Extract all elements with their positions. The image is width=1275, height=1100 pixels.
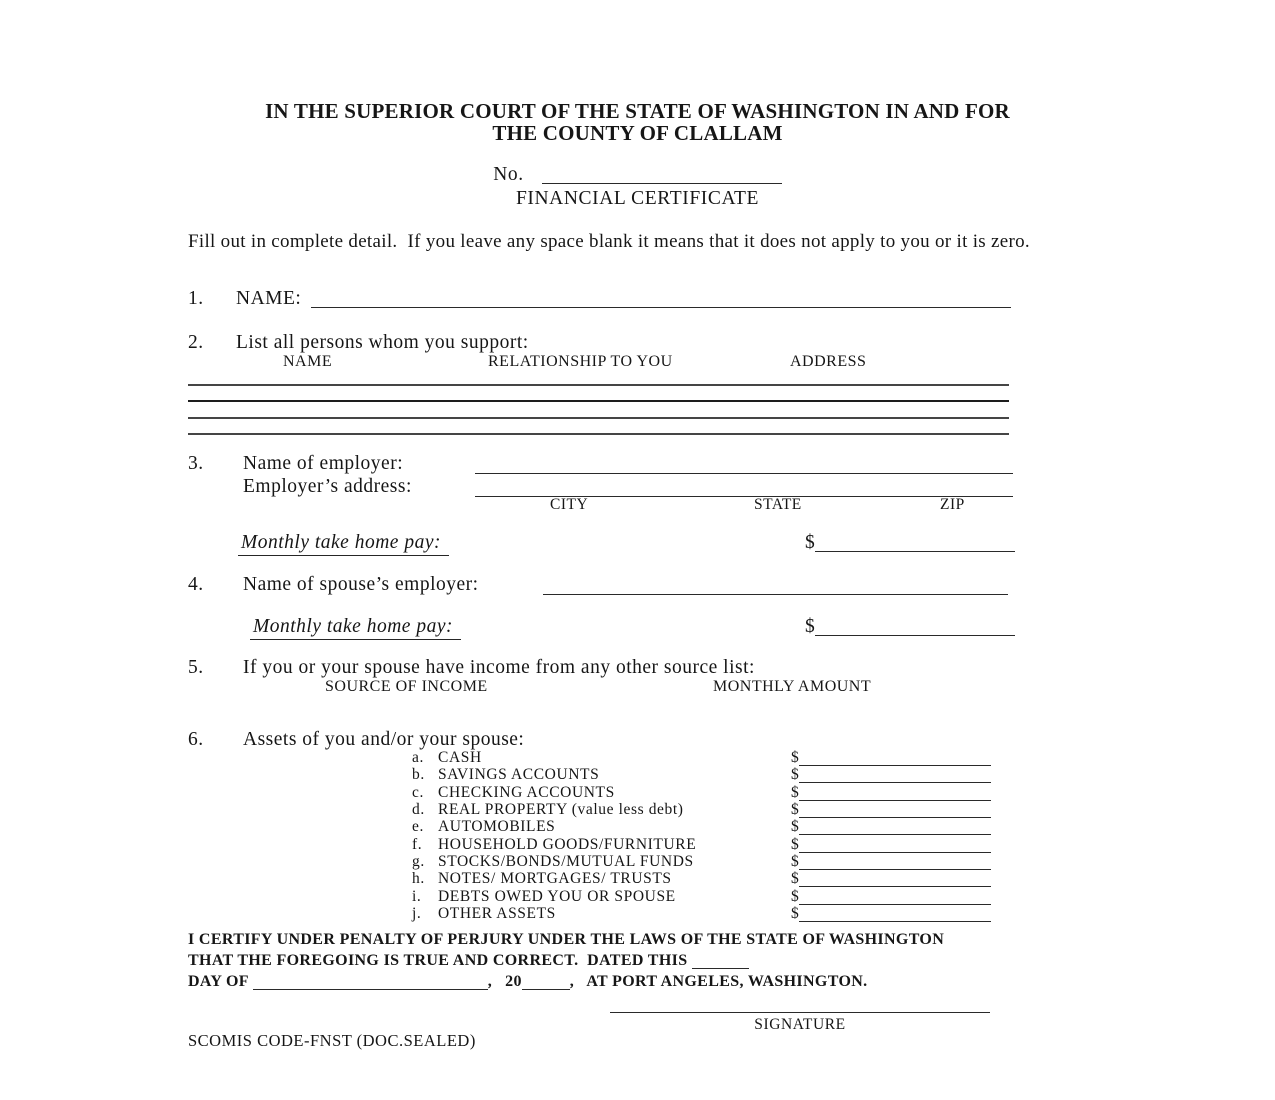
asset-blank-line [799, 921, 991, 922]
item-1-row [188, 288, 1011, 314]
asset-row-stocks-bonds [412, 853, 997, 870]
other-income-header [0, 678, 1275, 698]
certification-line-1: I CERTIFY UNDER PENALTY OF PERJURY UNDER THE LAWS OF THE STATE OF WASHINGTON [188, 931, 945, 948]
asset-label: CHECKING ACCOUNTS [438, 783, 615, 801]
asset-amount [791, 766, 997, 783]
asset-label: AUTOMOBILES [438, 818, 556, 836]
item-2-number: 2. [188, 332, 204, 353]
asset-amount [791, 784, 997, 801]
asset-amount [791, 853, 997, 870]
asset-amount [791, 905, 997, 922]
asset-label: NOTES/ MORTGAGES/ TRUSTS [438, 870, 672, 888]
item-1-number: 1. [188, 288, 204, 309]
asset-row-household-goods [412, 836, 997, 853]
spouse-monthly-pay-amount [805, 616, 1015, 642]
asset-row-notes-mortgages [412, 870, 997, 887]
certification-line-2-text: THAT THE FOREGOING IS TRUE AND CORRECT. DATED THIS [188, 952, 692, 969]
asset-letter: e. [412, 818, 424, 836]
scomis-code: SCOMIS CODE-FNST (DOC.SEALED) [188, 1031, 476, 1050]
persons-supported-label: List all persons whom you support: [236, 332, 529, 353]
other-income-label: If you or your spouse have income from any other source list: [243, 657, 755, 678]
state-label: STATE [754, 496, 802, 513]
asset-letter: i. [412, 887, 422, 905]
spouse-monthly-pay-label: Monthly take home pay: [250, 616, 461, 640]
monthly-pay-blank-line [815, 551, 1015, 552]
employer-name-label: Name of employer: [243, 453, 404, 474]
item-4-number: 4. [188, 574, 204, 595]
employer-address-label: Employer’s address: [243, 476, 412, 497]
asset-label: HOUSEHOLD GOODS/FURNITURE [438, 835, 697, 853]
assets-label: Assets of you and/or your spouse: [243, 729, 525, 750]
dollar-sign: $ [791, 818, 800, 836]
dollar-sign: $ [791, 870, 800, 888]
item-6-number: 6. [188, 729, 204, 750]
dollar-sign: $ [805, 616, 816, 637]
item-4-row [188, 574, 1018, 600]
dollar-sign: $ [791, 905, 800, 923]
asset-letter: h. [412, 870, 425, 888]
item-3-pay-row [238, 532, 1028, 558]
asset-row-real-property [412, 801, 997, 818]
item-4-pay-row [250, 616, 1040, 642]
name-blank-line [311, 307, 1011, 308]
item-3-number: 3. [188, 453, 204, 474]
spouse-employer-blank-line [543, 594, 1008, 595]
dated-this-blank-line [692, 968, 749, 969]
court-title-line2: THE COUNTY OF CLALLAM [492, 121, 783, 145]
court-title-line1: IN THE SUPERIOR COURT OF THE STATE OF WASHINGTON IN AND FOR [265, 99, 1010, 123]
signature-blank-line [610, 996, 990, 1013]
asset-row-savings [412, 766, 997, 783]
case-number-row [0, 164, 1275, 186]
spouse-employer-label: Name of spouse’s employer: [243, 574, 479, 595]
location-text: , AT PORT ANGELES, WASHINGTON. [569, 973, 868, 990]
asset-letter: g. [412, 853, 425, 871]
year-blank-line [522, 989, 570, 990]
asset-amount [791, 888, 997, 905]
dollar-sign: $ [791, 783, 800, 801]
asset-row-checking [412, 784, 997, 801]
item-5-number: 5. [188, 657, 204, 678]
column-header-monthly-amount: MONTHLY AMOUNT [713, 678, 872, 695]
asset-row-other-assets [412, 905, 997, 922]
asset-amount [791, 836, 997, 853]
city-label: CITY [550, 496, 589, 513]
column-header-relationship: RELATIONSHIP TO YOU [488, 353, 673, 370]
asset-letter: c. [412, 783, 424, 801]
signature-label: SIGNATURE [754, 1016, 846, 1033]
dollar-sign: $ [805, 532, 816, 553]
year-prefix: 20 [505, 973, 522, 990]
asset-label: OTHER ASSETS [438, 905, 556, 923]
asset-label: SAVINGS ACCOUNTS [438, 766, 600, 784]
name-label: NAME: [236, 288, 302, 309]
asset-letter: j. [412, 905, 422, 923]
persons-table-rule-3 [188, 417, 1009, 419]
dollar-sign: $ [791, 853, 800, 871]
day-of-blank-line [253, 989, 488, 990]
zip-label: ZIP [940, 496, 965, 513]
asset-letter: d. [412, 801, 425, 819]
assets-list [412, 749, 997, 922]
asset-row-cash [412, 749, 997, 766]
dollar-sign: $ [791, 887, 800, 905]
case-number-blank-line [542, 183, 782, 184]
persons-table-rule-1 [188, 384, 1009, 386]
dollar-sign: $ [791, 835, 800, 853]
asset-letter: a. [412, 749, 424, 766]
employer-name-blank-line [475, 473, 1013, 474]
asset-label: DEBTS OWED YOU OR SPOUSE [438, 887, 676, 905]
certification-line-3 [188, 973, 868, 995]
address-sub-labels [0, 496, 1275, 516]
asset-letter: b. [412, 766, 425, 784]
certification-line-2 [188, 952, 749, 974]
persons-table-rule-2 [188, 400, 1009, 402]
form-title: FINANCIAL CERTIFICATE [515, 188, 760, 209]
monthly-pay-label: Monthly take home pay: [238, 532, 449, 556]
asset-amount [791, 749, 997, 766]
day-of-label: DAY OF [188, 973, 253, 990]
case-number-label: No. [493, 164, 524, 185]
persons-table-rule-4 [188, 433, 1009, 435]
dollar-sign: $ [791, 749, 800, 766]
dollar-sign: $ [791, 766, 800, 784]
asset-label: STOCKS/BONDS/MUTUAL FUNDS [438, 853, 694, 871]
spouse-monthly-pay-blank-line [815, 635, 1015, 636]
monthly-pay-amount [805, 532, 1015, 558]
asset-amount [791, 870, 997, 887]
column-header-name: NAME [283, 353, 333, 370]
asset-row-automobiles [412, 818, 997, 835]
asset-amount [791, 801, 997, 818]
asset-row-debts-owed [412, 888, 997, 905]
asset-letter: f. [412, 835, 423, 853]
comma-separator: , [487, 973, 506, 990]
asset-label: REAL PROPERTY (value less debt) [438, 801, 684, 819]
column-header-address: ADDRESS [790, 353, 867, 370]
asset-amount [791, 818, 997, 835]
dollar-sign: $ [791, 801, 800, 819]
column-header-source: SOURCE OF INCOME [325, 678, 488, 695]
instructions-text: Fill out in complete detail. If you leave any space blank it means that it does not apply to you or it is zero. [188, 231, 1030, 252]
asset-label: CASH [438, 749, 482, 766]
persons-table-header [0, 353, 1275, 373]
